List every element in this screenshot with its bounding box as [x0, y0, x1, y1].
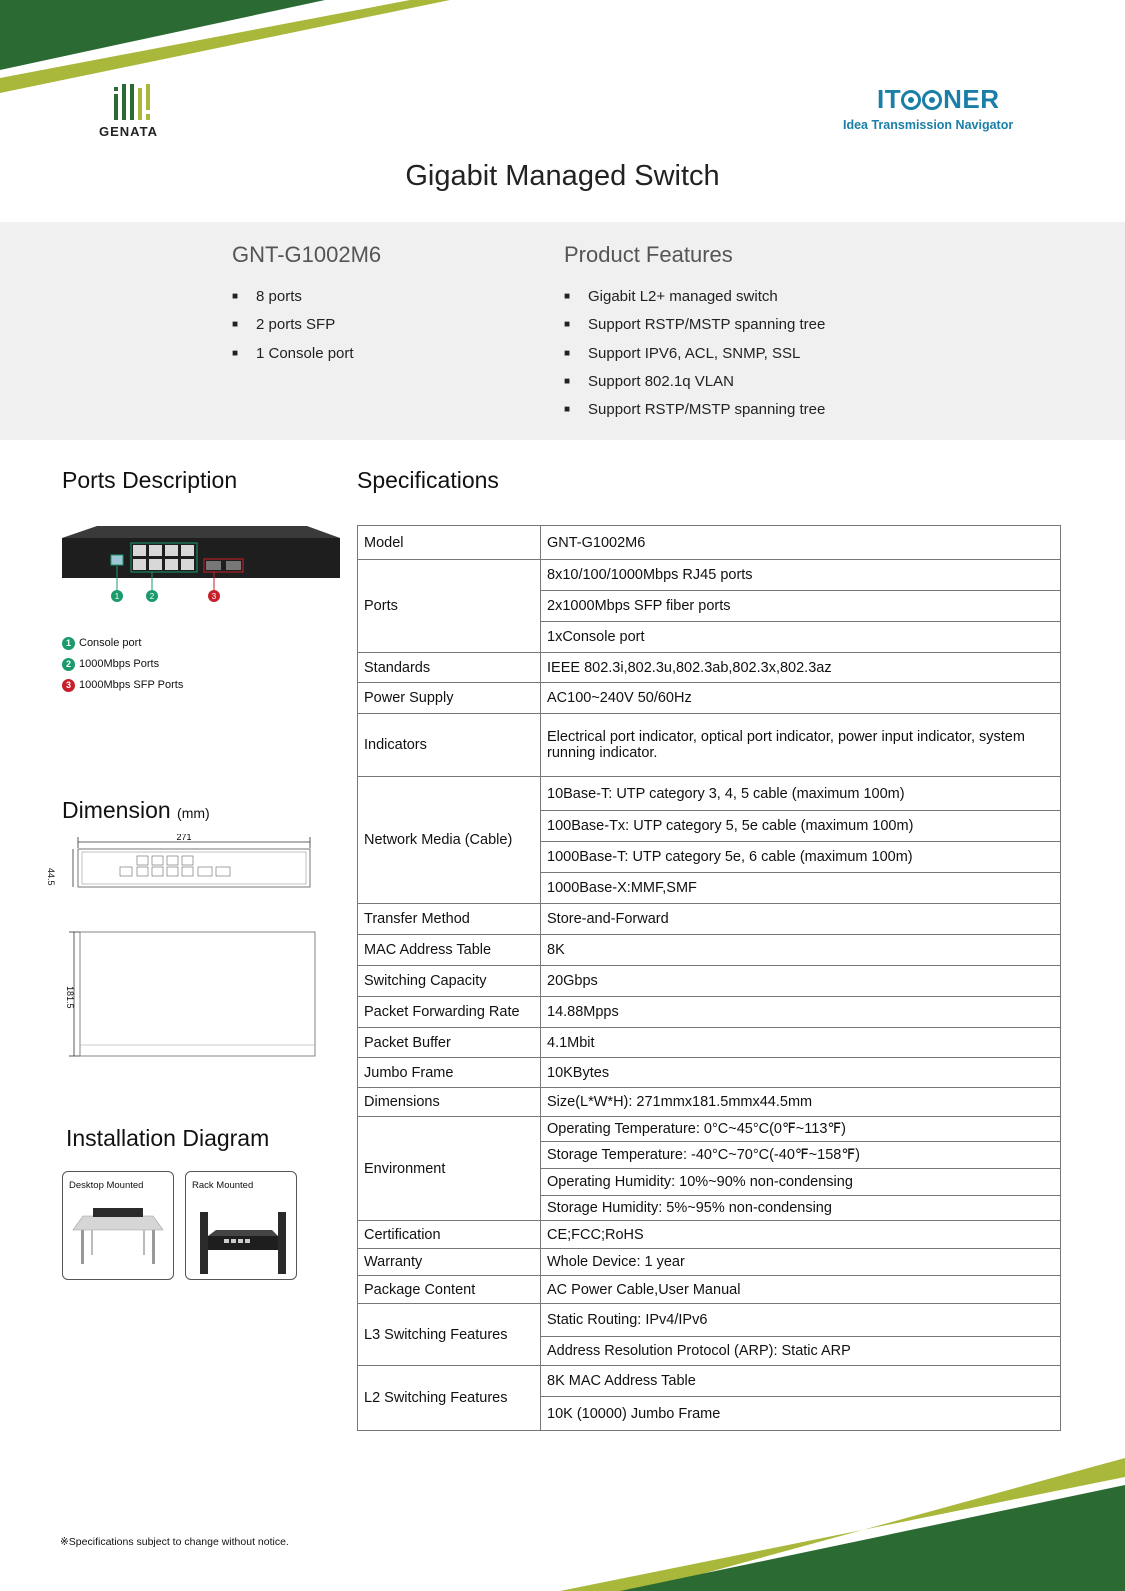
- overview-band: [0, 222, 1125, 440]
- spec-value-cell: 14.88Mpps: [541, 997, 1061, 1028]
- spec-key-cell: L3 Switching Features: [358, 1304, 541, 1366]
- itooner-logo-pre: IT: [877, 84, 902, 114]
- top-corner-stripes: [0, 0, 460, 95]
- ports-legend: [62, 633, 183, 696]
- spec-value-cell: Static Routing: IPv4/IPv6: [541, 1304, 1061, 1337]
- legend-item-rj45: [62, 654, 183, 675]
- dimension-unit: (mm): [177, 805, 210, 821]
- specifications-table: [357, 525, 1061, 1431]
- genata-logo-icon: [113, 84, 153, 120]
- spec-key-cell: Ports: [358, 560, 541, 653]
- spec-key-cell: Warranty: [358, 1249, 541, 1276]
- dimension-heading: [62, 797, 210, 824]
- dimension-depth-label: 181.5: [65, 986, 75, 1009]
- table-row: [358, 1366, 1061, 1397]
- table-row: [358, 1058, 1061, 1088]
- spec-key-cell: Jumbo Frame: [358, 1058, 541, 1088]
- spec-value-cell: 8x10/100/1000Mbps RJ45 ports: [541, 560, 1061, 591]
- svg-text:3: 3: [211, 592, 217, 601]
- desktop-mounted-card: [62, 1171, 174, 1280]
- spec-value-cell: 10Base-T: UTP category 3, 4, 5 cable (maximum 100m): [541, 777, 1061, 811]
- spec-value-cell: 10KBytes: [541, 1058, 1061, 1088]
- legend-label: Console port: [79, 637, 142, 649]
- svg-text:2: 2: [149, 592, 155, 601]
- spec-value-cell: Whole Device: 1 year: [541, 1249, 1061, 1276]
- spec-key-cell: Packet Buffer: [358, 1028, 541, 1058]
- table-row: [358, 1304, 1061, 1337]
- spec-key-cell: Packet Forwarding Rate: [358, 997, 541, 1028]
- table-row: [358, 1088, 1061, 1117]
- spec-value-cell: 8K MAC Address Table: [541, 1366, 1061, 1397]
- spec-value-cell: IEEE 802.3i,802.3u,802.3ab,802.3x,802.3az: [541, 653, 1061, 683]
- legend-dot: 1: [62, 637, 75, 650]
- list-item: ■ 8 ports: [232, 283, 354, 311]
- table-row: [358, 714, 1061, 777]
- table-row: [358, 1276, 1061, 1304]
- spec-key-cell: Package Content: [358, 1276, 541, 1304]
- spec-key-cell: Dimensions: [358, 1088, 541, 1117]
- rack-mounted-label: Rack Mounted: [192, 1180, 254, 1191]
- spec-value-cell: Electrical port indicator, optical port indicator, power input indicator, system running indicator.: [541, 714, 1061, 777]
- desktop-mounted-label: Desktop Mounted: [69, 1180, 144, 1191]
- spec-value-cell: Address Resolution Protocol (ARP): Static ARP: [541, 1337, 1061, 1366]
- dimension-width-label: 271: [176, 834, 192, 842]
- table-row: [358, 1117, 1061, 1142]
- spec-value-cell: GNT-G1002M6: [541, 526, 1061, 560]
- spec-value-cell: 8K: [541, 935, 1061, 966]
- list-item: ■ Gigabit L2+ managed switch: [564, 283, 825, 311]
- spec-key-cell: Indicators: [358, 714, 541, 777]
- genata-logo-text: GENATA: [99, 124, 158, 139]
- spec-key-cell: MAC Address Table: [358, 935, 541, 966]
- model-port-list: [232, 283, 354, 368]
- table-row: [358, 1221, 1061, 1249]
- list-item: ■ Support RSTP/MSTP spanning tree: [564, 311, 825, 339]
- spec-key-cell: Transfer Method: [358, 904, 541, 935]
- rack-mounted-card: [185, 1171, 297, 1280]
- spec-value-cell: 1000Base-X:MMF,SMF: [541, 873, 1061, 904]
- table-row: [358, 1249, 1061, 1276]
- eye-icon: [922, 90, 942, 110]
- spec-key-cell: Network Media (Cable): [358, 777, 541, 904]
- legend-dot: 3: [62, 679, 75, 692]
- dimension-heading-text: Dimension: [62, 797, 171, 823]
- table-row: [358, 997, 1061, 1028]
- spec-value-cell: 2x1000Mbps SFP fiber ports: [541, 591, 1061, 622]
- spec-value-cell: AC Power Cable,User Manual: [541, 1276, 1061, 1304]
- spec-value-cell: 1000Base-T: UTP category 5e, 6 cable (maximum 100m): [541, 842, 1061, 873]
- desktop-mount-icon: [71, 1202, 166, 1272]
- table-row: [358, 777, 1061, 811]
- spec-value-cell: Operating Humidity: 10%~90% non-condensing: [541, 1169, 1061, 1196]
- table-row: [358, 1028, 1061, 1058]
- table-row: [358, 966, 1061, 997]
- spec-key-cell: Switching Capacity: [358, 966, 541, 997]
- bottom-corner-stripes: [560, 1450, 1125, 1591]
- spec-key-cell: Model: [358, 526, 541, 560]
- page-title: Gigabit Managed Switch: [405, 160, 720, 192]
- spec-key-cell: Certification: [358, 1221, 541, 1249]
- eye-icon: [901, 90, 921, 110]
- dimension-top-drawing: [60, 930, 325, 1060]
- spec-value-cell: 10K (10000) Jumbo Frame: [541, 1397, 1061, 1431]
- spec-value-cell: Operating Temperature: 0°C~45°C(0℉~113℉): [541, 1117, 1061, 1142]
- legend-item-sfp: [62, 675, 183, 696]
- footnote: ※Specifications subject to change without notice.: [60, 1536, 289, 1548]
- itooner-tagline: Idea Transmission Navigator: [843, 118, 1014, 132]
- spec-value-cell: CE;FCC;RoHS: [541, 1221, 1061, 1249]
- table-row: [358, 904, 1061, 935]
- legend-item-console: [62, 633, 183, 654]
- table-row: [358, 560, 1061, 591]
- features-heading: Product Features: [564, 242, 733, 267]
- spec-value-cell: 4.1Mbit: [541, 1028, 1061, 1058]
- spec-key-cell: Power Supply: [358, 683, 541, 714]
- model-heading: GNT-G1002M6: [232, 242, 382, 267]
- itooner-logo: [877, 84, 1000, 115]
- spec-value-cell: Store-and-Forward: [541, 904, 1061, 935]
- table-row: [358, 935, 1061, 966]
- spec-value-cell: 100Base-Tx: UTP category 5, 5e cable (maximum 100m): [541, 811, 1061, 842]
- legend-label: 1000Mbps SFP Ports: [79, 679, 184, 691]
- list-item: ■ Support IPV6, ACL, SNMP, SSL: [564, 340, 825, 368]
- list-item: ■ Support RSTP/MSTP spanning tree: [564, 396, 825, 424]
- spec-value-cell: 1xConsole port: [541, 622, 1061, 653]
- table-row: [358, 683, 1061, 714]
- spec-value-cell: AC100~240V 50/60Hz: [541, 683, 1061, 714]
- list-item: ■ 1 Console port: [232, 340, 354, 368]
- legend-label: 1000Mbps Ports: [79, 658, 160, 670]
- spec-value-cell: Size(L*W*H): 271mmx181.5mmx44.5mm: [541, 1088, 1061, 1117]
- list-item: ■ Support 802.1q VLAN: [564, 368, 825, 396]
- specifications-heading: Specifications: [357, 467, 499, 493]
- spec-key-cell: Standards: [358, 653, 541, 683]
- spec-value-cell: Storage Temperature: -40°C~70°C(-40℉~158℉): [541, 1142, 1061, 1169]
- legend-dot: 2: [62, 658, 75, 671]
- table-row: [358, 653, 1061, 683]
- list-item: ■ 2 ports SFP: [232, 311, 354, 339]
- svg-text:1: 1: [114, 592, 120, 601]
- table-row: [358, 526, 1061, 560]
- spec-key-cell: L2 Switching Features: [358, 1366, 541, 1431]
- itooner-logo-post: NER: [943, 84, 1000, 114]
- rack-mount-icon: [196, 1212, 291, 1274]
- ports-description-heading: Ports Description: [62, 467, 238, 493]
- spec-key-cell: Environment: [358, 1117, 541, 1221]
- spec-value-cell: Storage Humidity: 5%~95% non-condensing: [541, 1196, 1061, 1221]
- features-list: [564, 283, 825, 424]
- switch-front-panel-image: [62, 526, 342, 616]
- spec-value-cell: 20Gbps: [541, 966, 1061, 997]
- installation-heading: Installation Diagram: [66, 1125, 270, 1151]
- dimension-height-label: 44.5: [46, 868, 56, 886]
- dimension-front-drawing: [60, 834, 320, 899]
